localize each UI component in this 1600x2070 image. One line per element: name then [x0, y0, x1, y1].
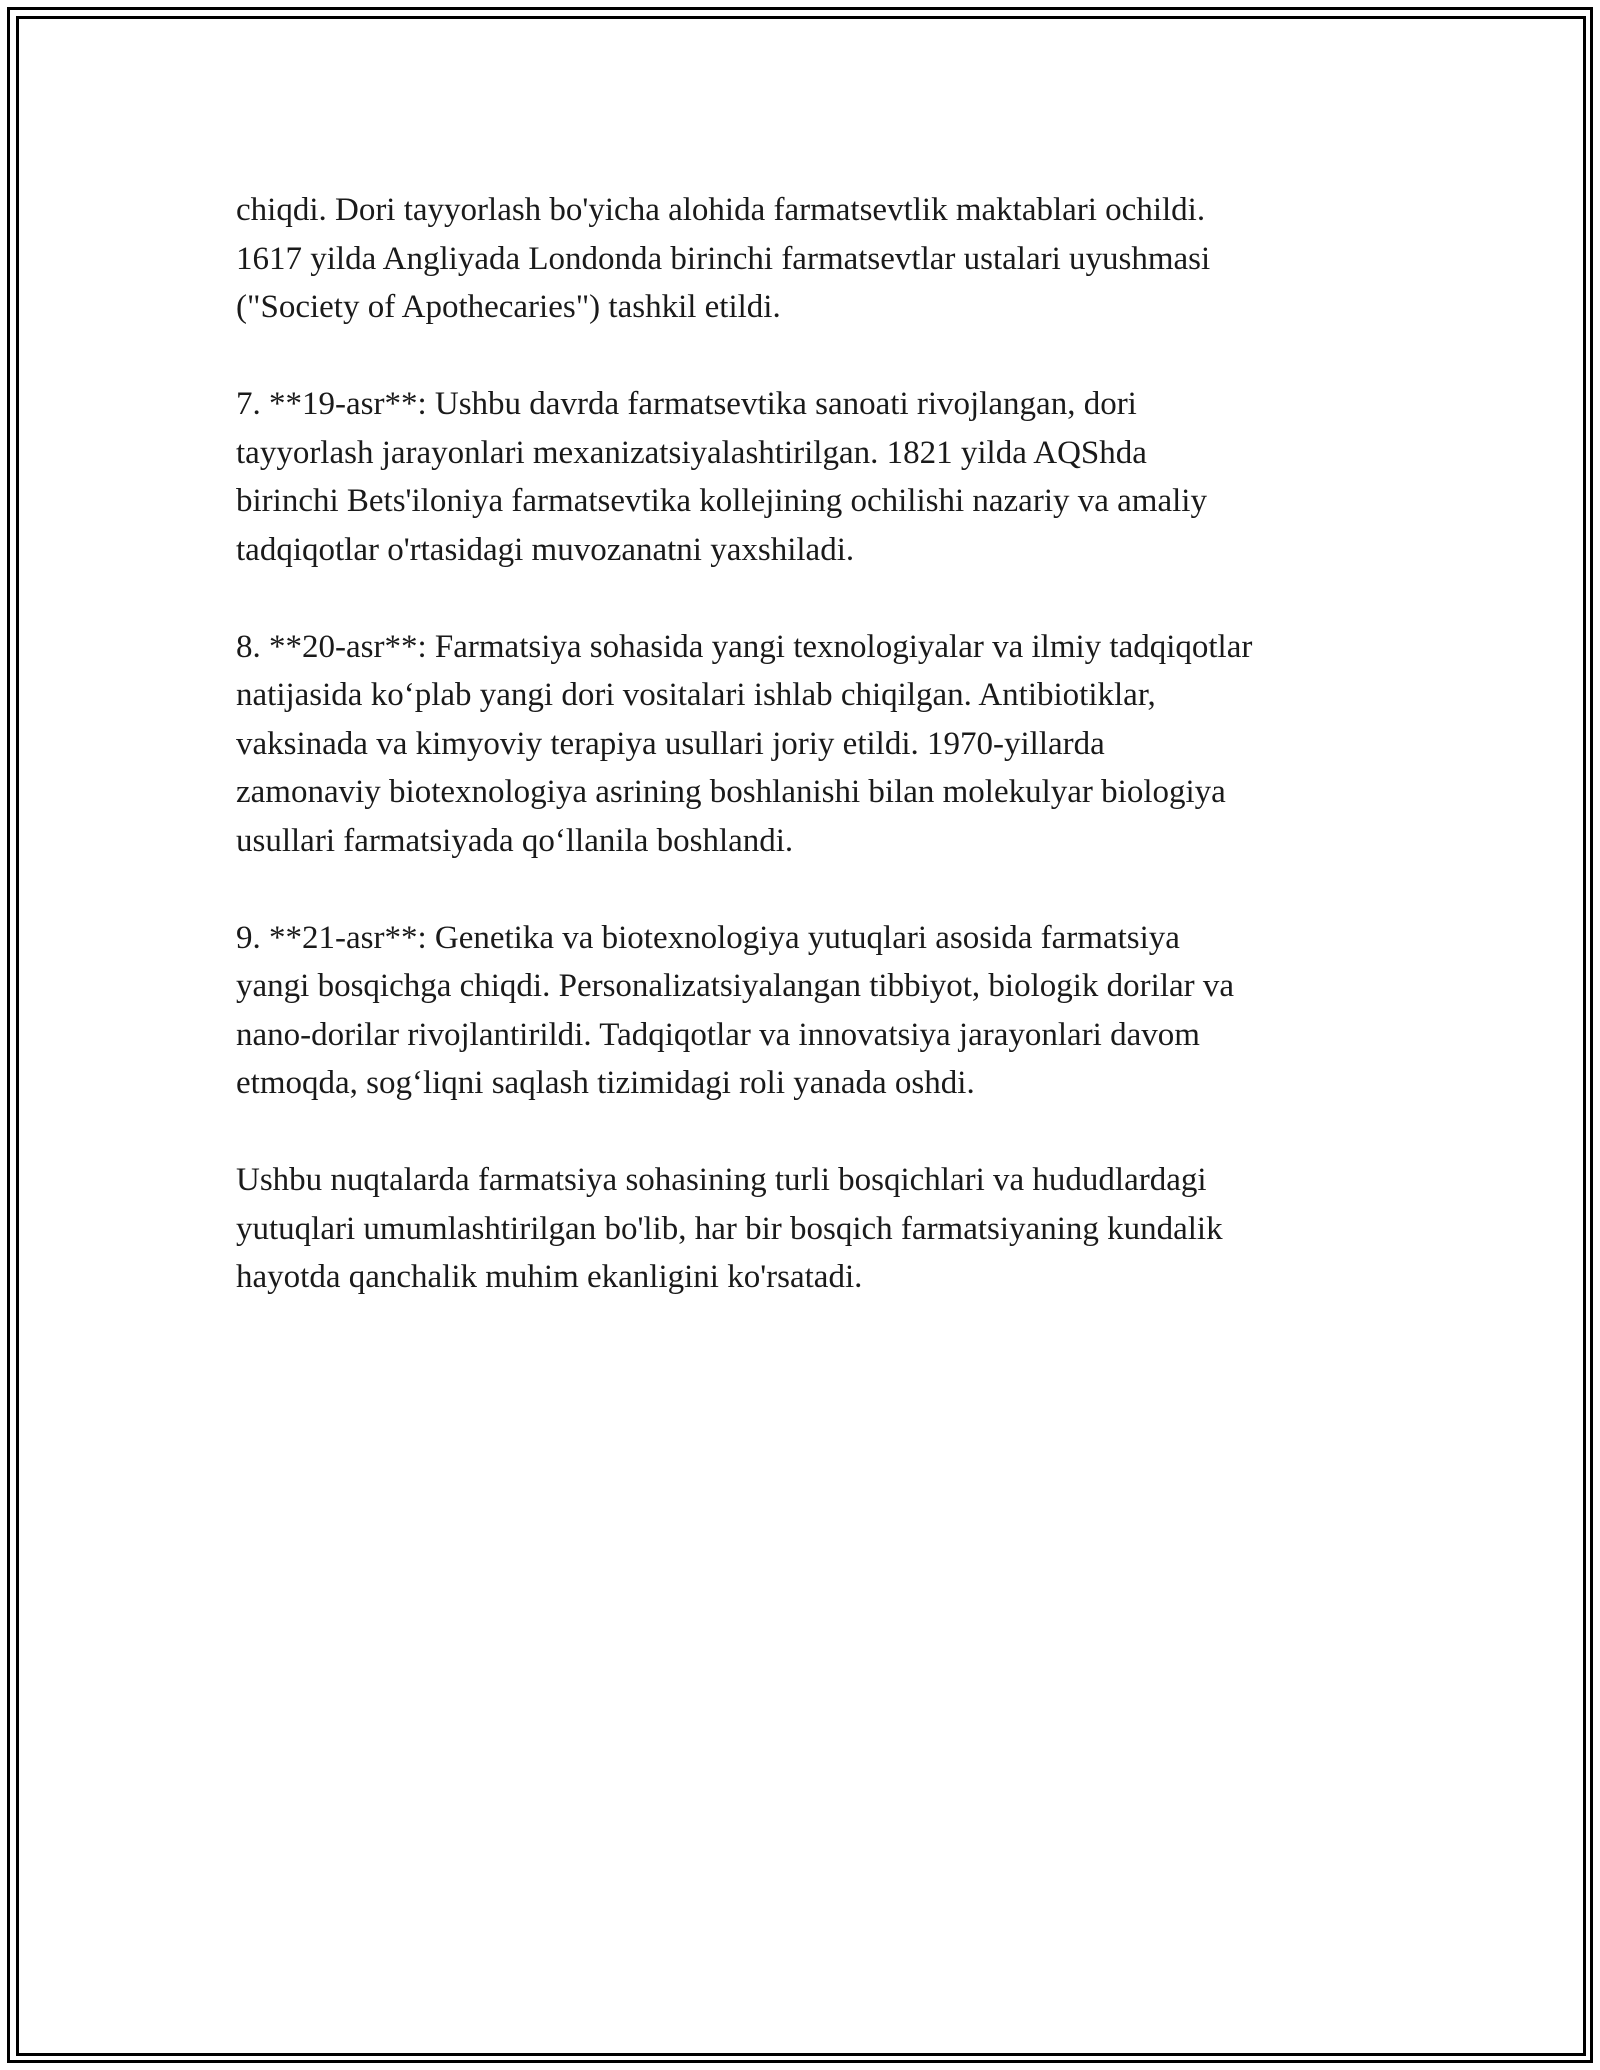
paragraph-continuation	[236, 186, 1406, 332]
text-line: 1617 yilda Angliyada Londonda birinchi farmatsevtlar ustalari uyushmasi	[236, 240, 1211, 277]
text-line: Ushbu nuqtalarda farmatsiya sohasining turli bosqichlari va hududlardagi	[236, 1162, 1207, 1198]
text-line: 9. **21-asr**: Genetika va biotexnologiya yutuqlari asosida farmatsiya	[236, 919, 1180, 956]
text-line: tadqiqotlar o'rtasidagi muvozanatni yaxshiladi.	[236, 531, 855, 568]
text-line: etmoqda, sog‘liqni saqlash tizimidagi roli yanada oshdi.	[236, 1065, 975, 1101]
paragraph-conclusion	[236, 1156, 1406, 1302]
paragraph-item-7	[236, 380, 1406, 574]
text-line: nano-dorilar rivojlantirildi. Tadqiqotlar va innovatsiya jarayonlari davom	[236, 1016, 1200, 1053]
text-line: hayotda qanchalik muhim ekanligini ko'rsatadi.	[236, 1259, 863, 1295]
text-line: chiqdi. Dori tayyorlash bo'yicha alohida farmatsevtlik maktablari ochildi.	[236, 192, 1206, 228]
text-line: tayyorlash jarayonlari mexanizatsiyalashtirilgan. 1821 yilda AQShda	[236, 434, 1147, 471]
text-line: 8. **20-asr**: Farmatsiya sohasida yangi texnologiyalar va ilmiy tadqiqotlar	[236, 628, 1253, 665]
text-line: zamonaviy biotexnologiya asrining boshlanishi bilan molekulyar biologiya	[236, 774, 1226, 810]
text-line: natijasida ko‘plab yangi dori vositalari ishlab chiqilgan. Antibiotiklar,	[236, 677, 1156, 713]
text-line: yutuqlari umumlashtirilgan bo'lib, har bir bosqich farmatsiyaning kundalik	[236, 1210, 1223, 1247]
document-body	[236, 186, 1406, 1350]
text-line: vaksinada va kimyoviy terapiya usullari joriy etildi. 1970-yillarda	[236, 725, 1105, 762]
text-line: birinchi Bets'iloniya farmatsevtika kollejining ochilishi nazariy va amaliy	[236, 483, 1207, 519]
paragraph-item-9	[236, 914, 1406, 1108]
paragraph-item-8	[236, 623, 1406, 866]
text-line: 7. **19-asr**: Ushbu davrda farmatsevtika sanoati rivojlangan, dori	[236, 386, 1137, 422]
text-line: yangi bosqichga chiqdi. Personalizatsiyalangan tibbiyot, biologik dorilar va	[236, 968, 1235, 1004]
text-line: ("Society of Apothecaries") tashkil etildi.	[236, 289, 781, 325]
text-line: usullari farmatsiyada qo‘llanila boshlandi.	[236, 822, 794, 859]
